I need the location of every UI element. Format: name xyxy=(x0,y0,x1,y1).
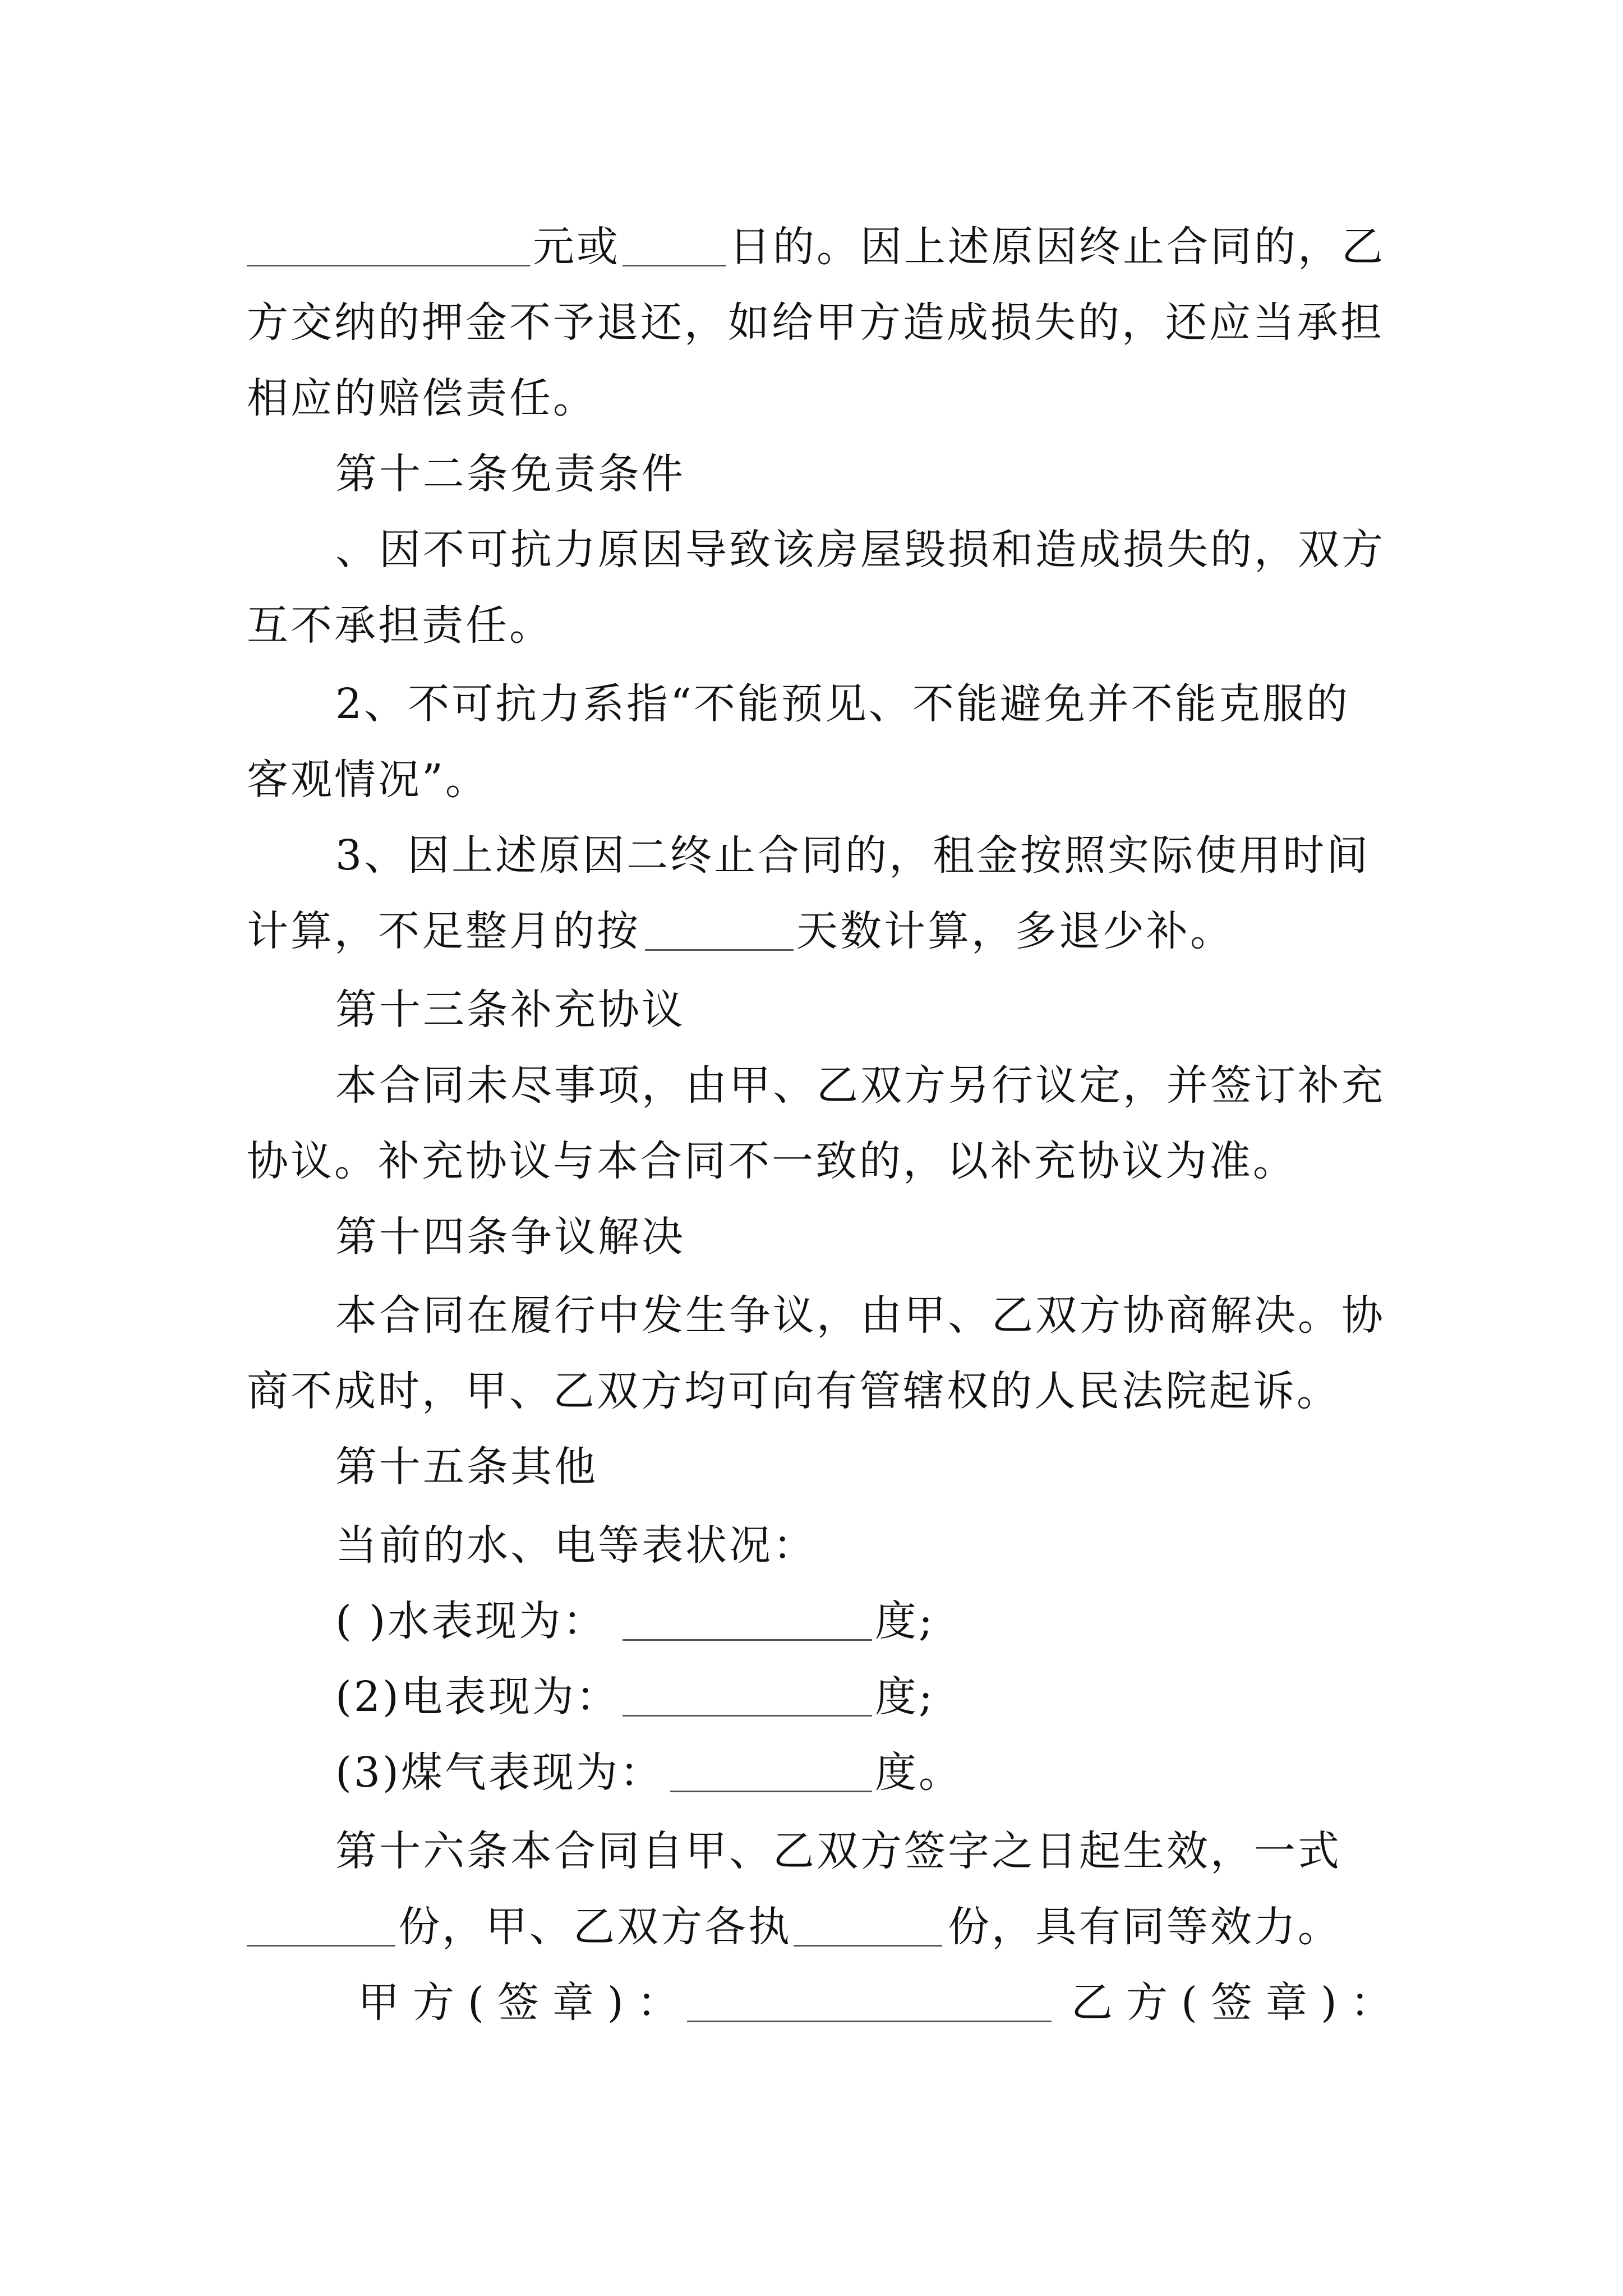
meter-reading-water xyxy=(0,1588,1623,1655)
text-segment: 元或 xyxy=(533,223,620,271)
text-segment: 商不成时，甲、乙双方均可向有管辖权的人民法院起诉。 xyxy=(247,1367,1340,1415)
text-segment: 度; xyxy=(875,1597,935,1645)
text-line xyxy=(0,898,1623,965)
text-line xyxy=(0,822,1623,889)
text-segment: 客观情况”。 xyxy=(247,756,489,804)
fill-in-blank-electric xyxy=(623,1715,872,1717)
text-segment: 份，甲、乙双方各执 xyxy=(398,1903,792,1951)
heading-text: 第十五条其他 xyxy=(335,1443,598,1491)
text-segment: 份，具有同等效力。 xyxy=(948,1903,1341,1951)
party-b-signature-label: 乙方(签章)： xyxy=(1071,1978,1405,2027)
fill-in-blank-days xyxy=(645,949,794,951)
fill-in-blank-days xyxy=(623,265,726,266)
heading-text: 第十三条补充协议 xyxy=(335,986,685,1034)
text-segment: 协议。补充协议与本合同不一致的，以补充协议为准。 xyxy=(247,1137,1297,1185)
fill-in-blank-gas xyxy=(670,1791,872,1792)
section-heading xyxy=(0,1433,1623,1501)
text-line xyxy=(0,516,1623,583)
fill-in-blank-amount xyxy=(247,265,530,266)
text-segment: 、因不可抗力原因导致该房屋毁损和造成损失的，双方 xyxy=(335,526,1385,574)
fill-in-blank-copies xyxy=(247,1945,395,1947)
text-line xyxy=(0,289,1623,356)
text-segment: 方交纳的押金不予退还，如给甲方造成损失的，还应当承担 xyxy=(247,298,1384,347)
text-line xyxy=(0,1512,1623,1579)
text-line xyxy=(0,1128,1623,1195)
text-segment: 天数计算，多退少补。 xyxy=(796,907,1234,955)
section-heading xyxy=(0,440,1623,508)
text-line xyxy=(0,670,1623,738)
meter-reading-electric xyxy=(0,1663,1623,1731)
text-segment: ( )水表现为： xyxy=(335,1597,607,1645)
section-heading xyxy=(0,976,1623,1043)
text-line xyxy=(0,365,1623,432)
text-segment: 当前的水、电等表状况： xyxy=(335,1521,817,1570)
text-segment: 相应的赔偿责任。 xyxy=(247,374,597,422)
meter-reading-gas xyxy=(0,1739,1623,1806)
signature-line xyxy=(0,1969,1623,2036)
text-segment: 本合同未尽事项，由甲、乙双方另行议定，并签订补充 xyxy=(335,1061,1385,1110)
text-segment: (3)煤气表现为： xyxy=(335,1749,663,1797)
text-segment: 2、不可抗力系指“不能预见、不能避免并不能克服的 xyxy=(335,680,1350,728)
text-segment: 第十六条本合同自甲、乙双方签字之日起生效，一式 xyxy=(335,1827,1341,1875)
section-heading xyxy=(0,1203,1623,1271)
fill-in-blank-copies-each xyxy=(794,1945,942,1947)
text-segment: 互不承担责任。 xyxy=(247,601,553,650)
party-a-signature-blank xyxy=(687,2021,1052,2022)
heading-text: 第十二条免责条件 xyxy=(335,450,685,498)
text-segment: 度。 xyxy=(875,1749,962,1797)
text-line xyxy=(0,1282,1623,1349)
text-line xyxy=(0,1818,1623,1885)
text-segment: 日的。因上述原因终止合同的，乙 xyxy=(729,223,1385,271)
text-line xyxy=(0,1358,1623,1425)
text-segment: 本合同在履行中发生争议，由甲、乙双方协商解决。协 xyxy=(335,1291,1385,1340)
text-segment: 3、因上述原因二终止合同的，租金按照实际使用时间 xyxy=(335,831,1371,880)
text-line xyxy=(0,1052,1623,1119)
text-segment: 度; xyxy=(875,1673,935,1721)
heading-text: 第十四条争议解决 xyxy=(335,1213,685,1261)
text-segment: (2)电表现为： xyxy=(335,1673,620,1721)
text-line xyxy=(0,1893,1623,1961)
text-line xyxy=(0,746,1623,813)
text-line xyxy=(0,213,1623,280)
text-segment: 计算，不足整月的按 xyxy=(247,907,640,955)
text-line xyxy=(0,592,1623,659)
party-a-signature-label: 甲方(签章)： xyxy=(358,1978,692,2027)
fill-in-blank-water xyxy=(623,1639,872,1641)
